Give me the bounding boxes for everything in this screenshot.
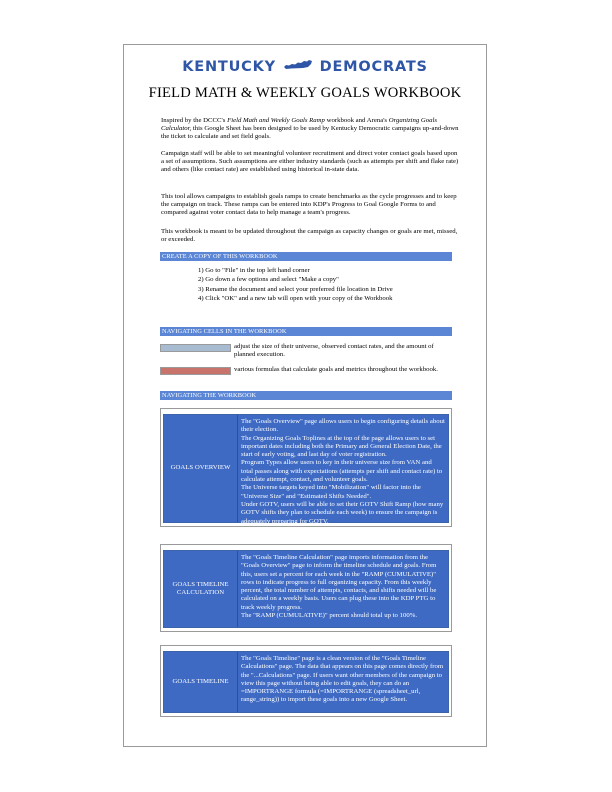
- input-cell-description: adjust the size of their universe, observed contact rates, and the amount of planned execution.: [234, 343, 434, 359]
- copy-steps-list: [198, 267, 398, 305]
- section-heading-navigating-cells: NAVIGATING CELLS IN THE WORKBOOK: [160, 327, 452, 336]
- card-description: The "Goals Timeline" page is a clean version of the "Goals Timeline Calculations" page. The data that appears on this page comes directly from the "...Calculations" page. If users want other members of the campaign to view this page without being able to edit goals, they can do an =IMPORTRANGE formula (=IMPORTRANGE (spreadsheet_url, range_string)) to import these goals into a new Google Sheet.: [238, 652, 448, 712]
- goals-timeline-calculation-card: [160, 544, 452, 632]
- copy-step: 3) Rename the document and select your preferred file location in Drive: [198, 285, 393, 293]
- section-heading-create-copy: CREATE A COPY OF THIS WORKBOOK: [160, 252, 452, 261]
- copy-step: 2) Go down a few options and select "Make a copy": [198, 276, 339, 284]
- card-description: The "Goals Timeline Calculation" page imports information from the "Goals Overview" page to inform the timeline schedule and goals. From this, users set a percent for each week in the "RAMP (CUMULATIVE)" rows to indicate progress to full organizing capacity. From this weekly percent, the total number of attempts, contacts, and shifts needed will be calculated on a weekly basis. Users can plug these into the KDP PTG to track weekly progress. The "RAMP (CUMULATIVE)" percent should total up to 100%.: [238, 551, 448, 627]
- intro-paragraph-4: This workbook is meant to be updated throughout the campaign as capacity changes or goals are met, missed, or exceeded.: [161, 228, 458, 244]
- kentucky-state-icon: [283, 58, 313, 74]
- document-page: [123, 44, 487, 747]
- intro-paragraph-3: This tool allows campaigns to establish goals ramps to create benchmarks as the cycle progresses and to keep the campaign on track. These ramps can be entered into KDP's Progress to Goal Google Forms to and compared against voter contact data to help manage a team's progress.: [161, 193, 457, 217]
- input-cell-swatch: [160, 344, 231, 352]
- formula-cell-description: various formulas that calculate goals and metrics throughout the workbook.: [234, 366, 438, 373]
- logo-left-text: KENTUCKY: [182, 59, 276, 75]
- card-label: GOALS OVERVIEW: [164, 415, 238, 522]
- goals-overview-card: [160, 408, 452, 527]
- copy-step: 4) Click "OK" and a new tab will open with your copy of the Workbook: [198, 295, 393, 303]
- goals-timeline-card: [160, 645, 452, 717]
- card-label: GOALS TIMELINE CALCULATION: [164, 551, 238, 627]
- section-heading-navigating-workbook: NAVIGATING THE WORKBOOK: [160, 391, 452, 400]
- intro-paragraph-2: Campaign staff will be able to set meaningful volunteer recruitment and direct voter contact goals based upon a set of assumptions. Such assumptions are either industry standards (such as attempts per shift and flake rate) and others (like contact rate) are established using historical in-state data.: [161, 150, 459, 174]
- copy-step: 1) Go to "File" in the top left hand corner: [198, 267, 310, 274]
- logo-right-text: DEMOCRATS: [319, 59, 428, 75]
- formula-cell-swatch: [160, 367, 231, 375]
- kentucky-democrats-logo: [124, 59, 486, 75]
- card-label: GOALS TIMELINE: [164, 652, 238, 712]
- document-title: FIELD MATH & WEEKLY GOALS WORKBOOK: [148, 85, 462, 101]
- card-description: The "Goals Overview" page allows users to begin configuring details about their election. The Organizing Goals Toplines at the top of the page allows users to set important dates including both the Primary and General Election Date, the start of early voting, and last day of voter registration. Program Types allow users to key in their universe size from VAN and total passes along with expectations (attempts per shift and contact rate) to calculate attempt, contact, and volunteer goals. The Universe targets keyed into "Mobilization" will factor into the "Universe Size" and "Estimated Shifts Needed". Under GOTV, users will be able to set their GOTV Shift Ramp (how many GOTV shifts they plan to schedule each week) to ensure the campaign is adequately preparing for GOTV.: [238, 415, 448, 522]
- intro-paragraph-1: Inspired by the DCCC's Field Math and Weekly Goals Ramp workbook and Arena's Organizing Goals Calculator, this Google Sheet has been designed to be used by Kentucky Democratic campaigns up-and-down the ticket to calculate and set field goals.: [161, 117, 459, 141]
